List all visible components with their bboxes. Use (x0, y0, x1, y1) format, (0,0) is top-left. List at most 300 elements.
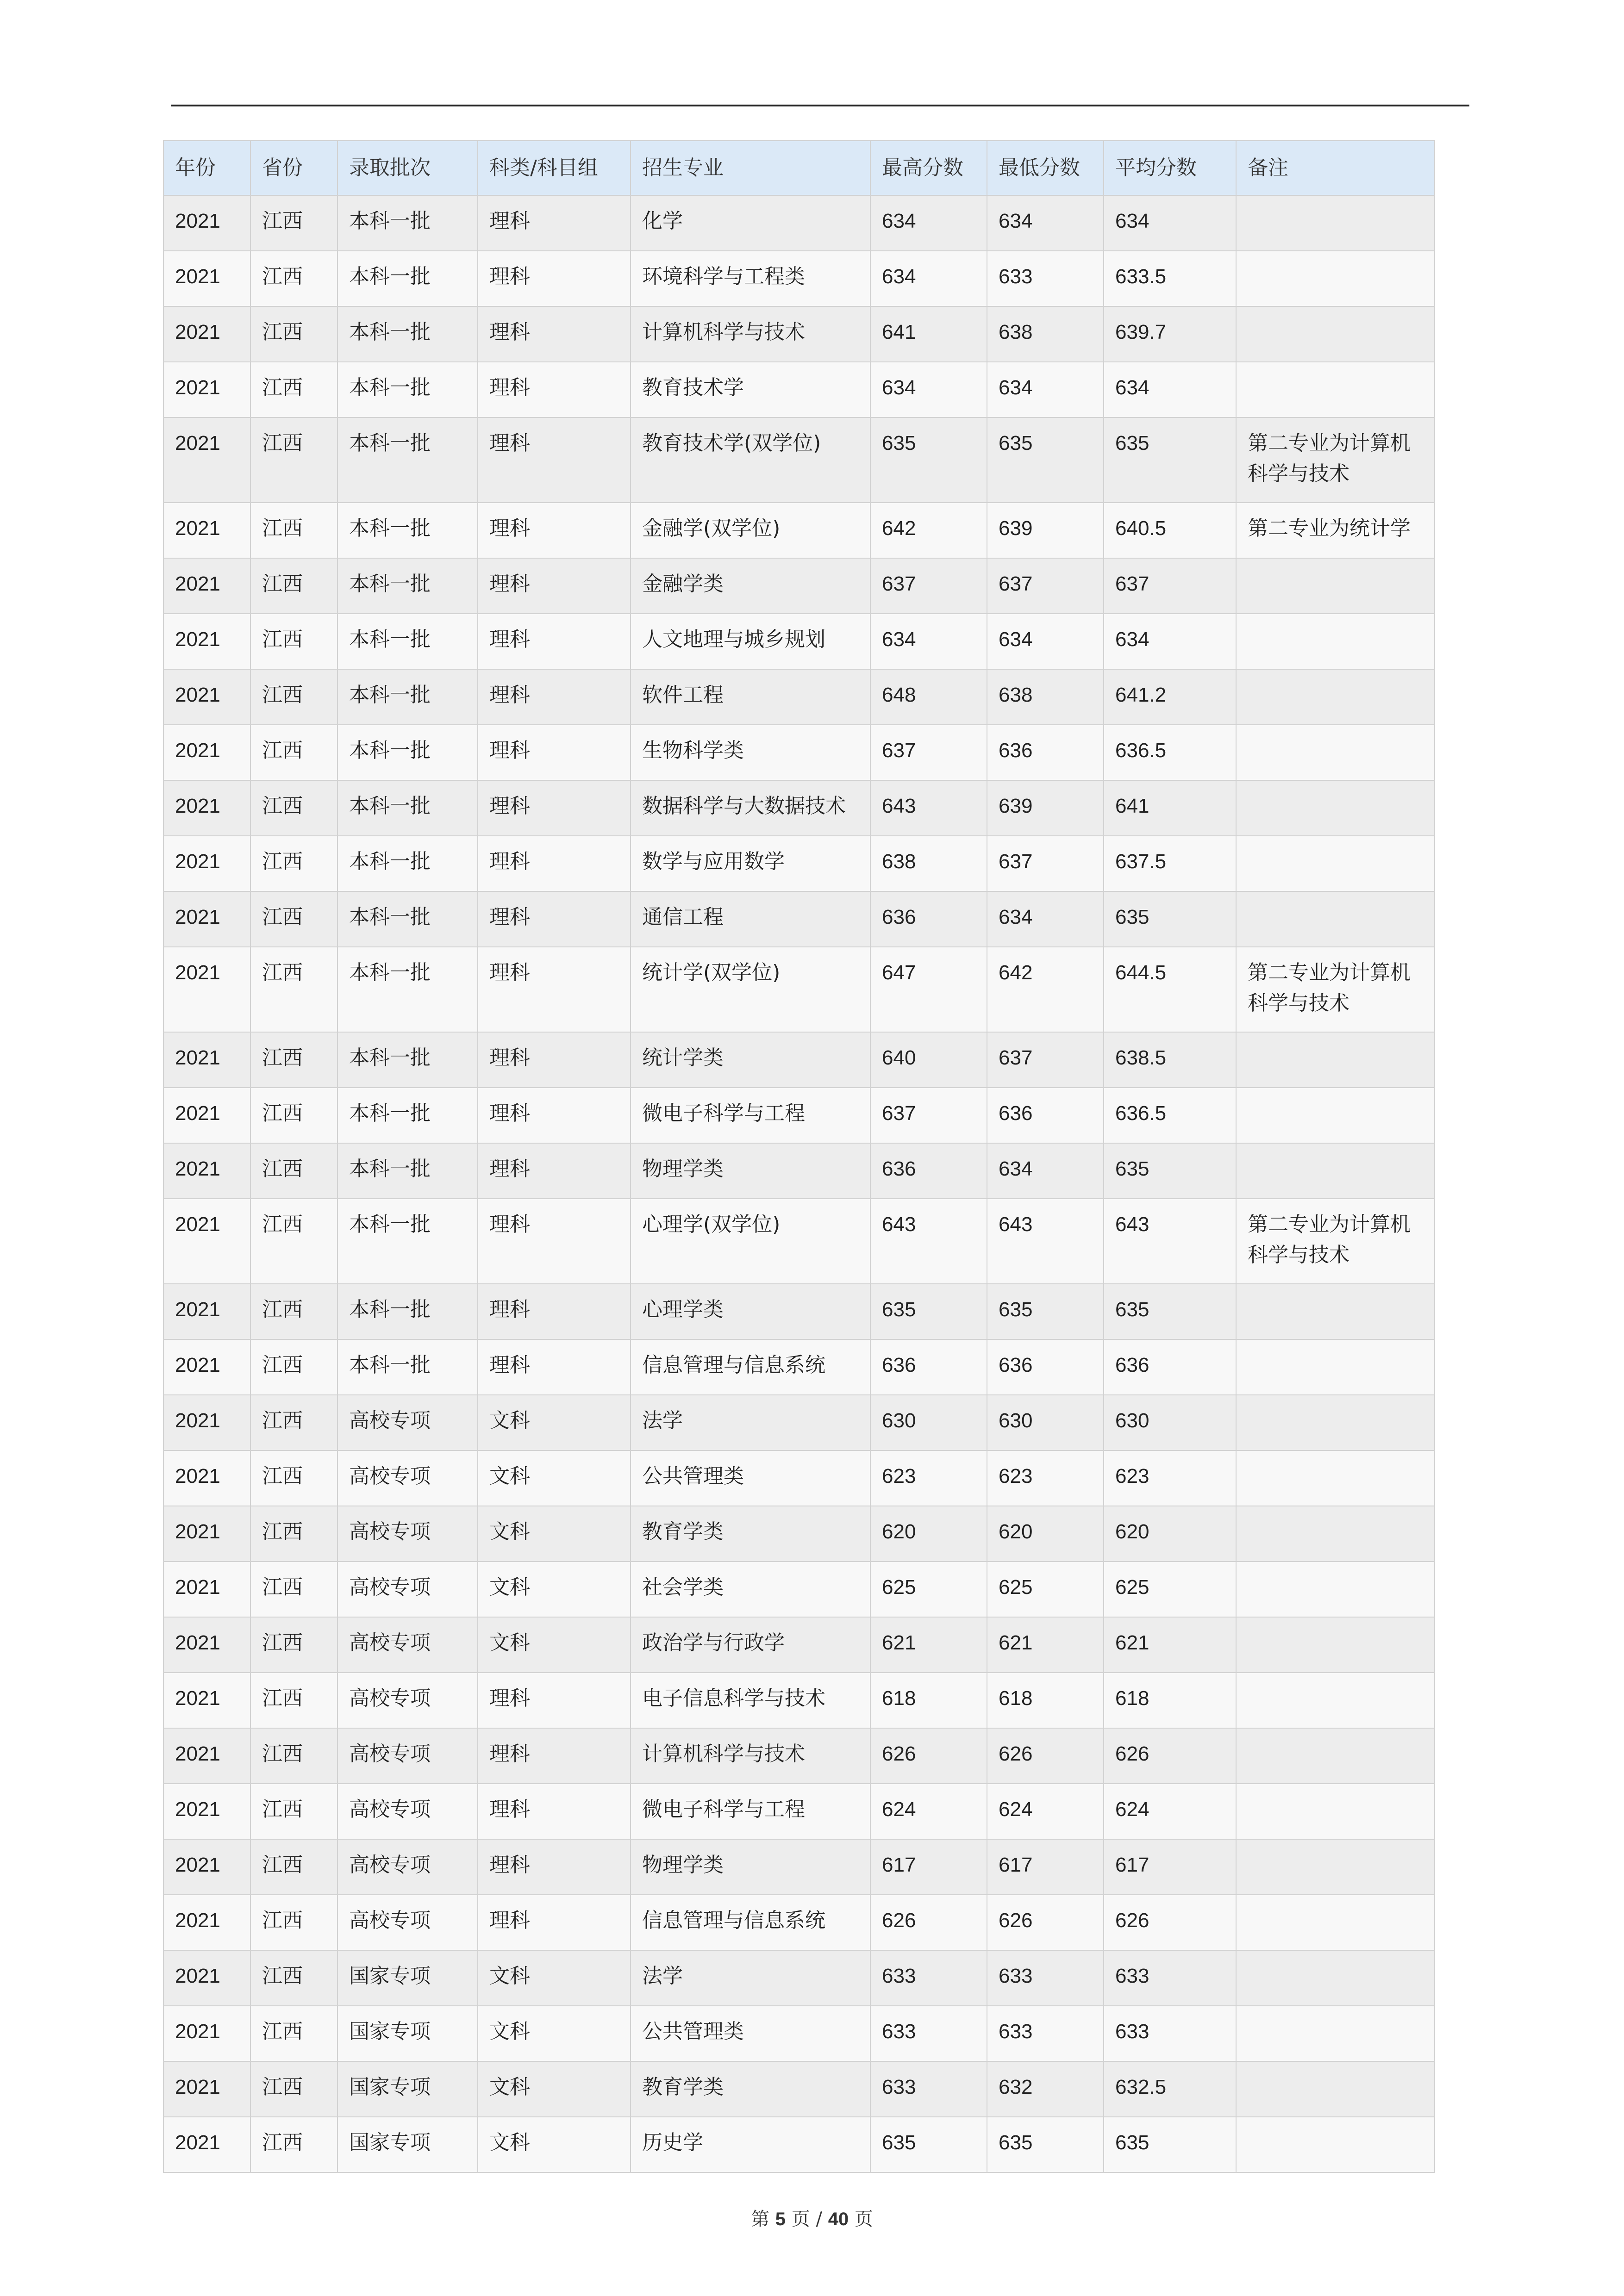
cell-remarks (1236, 2061, 1435, 2117)
cell-min-score: 623 (987, 1450, 1104, 1506)
cell-max-score: 620 (870, 1506, 987, 1562)
header-year: 年份 (163, 141, 250, 195)
cell-min-score: 634 (987, 362, 1104, 417)
footer-total-pages: 40 (828, 2209, 849, 2229)
cell-province: 江西 (250, 558, 337, 614)
cell-min-score: 634 (987, 614, 1104, 669)
cell-subject-group: 理科 (478, 1839, 631, 1895)
cell-major: 金融学(双学位) (631, 503, 870, 558)
table-header-row (163, 141, 1435, 195)
cell-max-score: 647 (870, 947, 987, 1032)
cell-avg-score: 626 (1104, 1728, 1236, 1784)
cell-subject-group: 理科 (478, 1784, 631, 1839)
table-row (163, 614, 1435, 669)
cell-min-score: 637 (987, 1032, 1104, 1088)
cell-max-score: 637 (870, 558, 987, 614)
cell-province: 江西 (250, 1506, 337, 1562)
cell-remarks (1236, 362, 1435, 417)
cell-remarks (1236, 1450, 1435, 1506)
cell-year: 2021 (163, 1784, 250, 1839)
cell-max-score: 641 (870, 306, 987, 362)
cell-province: 江西 (250, 1895, 337, 1950)
cell-major: 教育学类 (631, 2061, 870, 2117)
table-row (163, 417, 1435, 503)
cell-min-score: 634 (987, 1143, 1104, 1199)
table-row (163, 1784, 1435, 1839)
admission-scores-table (163, 140, 1435, 2173)
cell-year: 2021 (163, 362, 250, 417)
cell-subject-group: 理科 (478, 1284, 631, 1339)
cell-remarks (1236, 1562, 1435, 1617)
cell-min-score: 638 (987, 669, 1104, 725)
cell-subject-group: 理科 (478, 1728, 631, 1784)
cell-remarks (1236, 1506, 1435, 1562)
cell-avg-score: 637 (1104, 558, 1236, 614)
cell-batch: 本科一批 (337, 1088, 478, 1143)
cell-subject-group: 理科 (478, 947, 631, 1032)
table-row (163, 947, 1435, 1032)
cell-subject-group: 文科 (478, 2006, 631, 2061)
cell-max-score: 624 (870, 1784, 987, 1839)
cell-major: 教育技术学(双学位) (631, 417, 870, 503)
cell-province: 江西 (250, 417, 337, 503)
cell-province: 江西 (250, 1199, 337, 1284)
cell-subject-group: 文科 (478, 1506, 631, 1562)
cell-avg-score: 636.5 (1104, 725, 1236, 780)
cell-year: 2021 (163, 1839, 250, 1895)
cell-remarks (1236, 1617, 1435, 1673)
cell-batch: 高校专项 (337, 1562, 478, 1617)
cell-max-score: 637 (870, 725, 987, 780)
cell-max-score: 634 (870, 614, 987, 669)
cell-max-score: 618 (870, 1673, 987, 1728)
cell-remarks (1236, 2006, 1435, 2061)
cell-remarks (1236, 1339, 1435, 1395)
cell-year: 2021 (163, 2061, 250, 2117)
cell-subject-group: 理科 (478, 669, 631, 725)
cell-max-score: 643 (870, 1199, 987, 1284)
cell-max-score: 633 (870, 1950, 987, 2006)
cell-remarks: 第二专业为统计学 (1236, 503, 1435, 558)
cell-max-score: 635 (870, 417, 987, 503)
table-row (163, 362, 1435, 417)
cell-remarks (1236, 780, 1435, 836)
cell-province: 江西 (250, 669, 337, 725)
table-row (163, 306, 1435, 362)
cell-batch: 本科一批 (337, 306, 478, 362)
cell-batch: 本科一批 (337, 836, 478, 891)
cell-major: 通信工程 (631, 891, 870, 947)
cell-batch: 国家专项 (337, 2061, 478, 2117)
cell-batch: 本科一批 (337, 362, 478, 417)
cell-min-score: 617 (987, 1839, 1104, 1895)
cell-province: 江西 (250, 503, 337, 558)
header-max-score: 最高分数 (870, 141, 987, 195)
cell-major: 生物科学类 (631, 725, 870, 780)
cell-subject-group: 理科 (478, 780, 631, 836)
cell-avg-score: 623 (1104, 1450, 1236, 1506)
cell-remarks (1236, 558, 1435, 614)
cell-province: 江西 (250, 947, 337, 1032)
cell-remarks (1236, 614, 1435, 669)
cell-province: 江西 (250, 2061, 337, 2117)
cell-major: 心理学类 (631, 1284, 870, 1339)
cell-province: 江西 (250, 780, 337, 836)
cell-avg-score: 644.5 (1104, 947, 1236, 1032)
cell-remarks (1236, 1088, 1435, 1143)
cell-province: 江西 (250, 1450, 337, 1506)
cell-min-score: 633 (987, 1950, 1104, 2006)
cell-year: 2021 (163, 669, 250, 725)
cell-major: 信息管理与信息系统 (631, 1339, 870, 1395)
cell-batch: 本科一批 (337, 503, 478, 558)
cell-min-score: 621 (987, 1617, 1104, 1673)
cell-min-score: 634 (987, 195, 1104, 251)
header-remarks: 备注 (1236, 141, 1435, 195)
cell-subject-group: 文科 (478, 1562, 631, 1617)
cell-min-score: 636 (987, 725, 1104, 780)
cell-year: 2021 (163, 780, 250, 836)
cell-batch: 国家专项 (337, 1950, 478, 2006)
cell-remarks (1236, 1395, 1435, 1450)
cell-batch: 本科一批 (337, 669, 478, 725)
cell-max-score: 642 (870, 503, 987, 558)
cell-year: 2021 (163, 1032, 250, 1088)
table-row (163, 1617, 1435, 1673)
table-row (163, 1673, 1435, 1728)
cell-major: 微电子科学与工程 (631, 1088, 870, 1143)
cell-province: 江西 (250, 1032, 337, 1088)
table-row (163, 1562, 1435, 1617)
cell-min-score: 637 (987, 558, 1104, 614)
cell-year: 2021 (163, 2006, 250, 2061)
cell-subject-group: 理科 (478, 251, 631, 306)
table-row (163, 1143, 1435, 1199)
cell-avg-score: 638.5 (1104, 1032, 1236, 1088)
table-row (163, 836, 1435, 891)
cell-year: 2021 (163, 1088, 250, 1143)
cell-max-score: 635 (870, 2117, 987, 2172)
cell-province: 江西 (250, 195, 337, 251)
cell-batch: 本科一批 (337, 251, 478, 306)
cell-major: 物理学类 (631, 1839, 870, 1895)
cell-subject-group: 理科 (478, 417, 631, 503)
table-row (163, 1395, 1435, 1450)
cell-major: 信息管理与信息系统 (631, 1895, 870, 1950)
cell-min-score: 643 (987, 1199, 1104, 1284)
table-row (163, 1950, 1435, 2006)
cell-avg-score: 621 (1104, 1617, 1236, 1673)
cell-year: 2021 (163, 614, 250, 669)
cell-max-score: 625 (870, 1562, 987, 1617)
cell-year: 2021 (163, 1450, 250, 1506)
cell-avg-score: 633 (1104, 1950, 1236, 2006)
header-admission-batch: 录取批次 (337, 141, 478, 195)
cell-min-score: 638 (987, 306, 1104, 362)
cell-remarks (1236, 1673, 1435, 1728)
cell-avg-score: 633 (1104, 2006, 1236, 2061)
cell-min-score: 635 (987, 417, 1104, 503)
table-row (163, 1506, 1435, 1562)
cell-year: 2021 (163, 306, 250, 362)
cell-year: 2021 (163, 1395, 250, 1450)
table-row (163, 1895, 1435, 1950)
table-row (163, 725, 1435, 780)
cell-max-score: 648 (870, 669, 987, 725)
cell-batch: 本科一批 (337, 1339, 478, 1395)
cell-max-score: 626 (870, 1895, 987, 1950)
cell-batch: 本科一批 (337, 195, 478, 251)
cell-year: 2021 (163, 1199, 250, 1284)
cell-province: 江西 (250, 1617, 337, 1673)
cell-batch: 高校专项 (337, 1506, 478, 1562)
cell-year: 2021 (163, 1950, 250, 2006)
cell-subject-group: 文科 (478, 1617, 631, 1673)
cell-major: 计算机科学与技术 (631, 306, 870, 362)
cell-remarks (1236, 2117, 1435, 2172)
cell-avg-score: 630 (1104, 1395, 1236, 1450)
header-min-score: 最低分数 (987, 141, 1104, 195)
cell-subject-group: 理科 (478, 1032, 631, 1088)
cell-major: 金融学类 (631, 558, 870, 614)
cell-year: 2021 (163, 1339, 250, 1395)
cell-batch: 高校专项 (337, 1895, 478, 1950)
cell-year: 2021 (163, 1562, 250, 1617)
cell-remarks (1236, 725, 1435, 780)
cell-batch: 本科一批 (337, 1199, 478, 1284)
cell-min-score: 626 (987, 1728, 1104, 1784)
page-footer (0, 2204, 1624, 2231)
cell-avg-score: 635 (1104, 1284, 1236, 1339)
cell-remarks (1236, 251, 1435, 306)
cell-major: 数据科学与大数据技术 (631, 780, 870, 836)
cell-province: 江西 (250, 306, 337, 362)
table-row (163, 1088, 1435, 1143)
cell-major: 统计学(双学位) (631, 947, 870, 1032)
cell-avg-score: 635 (1104, 891, 1236, 947)
cell-min-score: 636 (987, 1088, 1104, 1143)
cell-province: 江西 (250, 836, 337, 891)
cell-subject-group: 理科 (478, 1199, 631, 1284)
cell-batch: 高校专项 (337, 1673, 478, 1728)
cell-max-score: 626 (870, 1728, 987, 1784)
cell-subject-group: 理科 (478, 1673, 631, 1728)
cell-remarks (1236, 1950, 1435, 2006)
header-subject-group: 科类/科目组 (478, 141, 631, 195)
cell-max-score: 636 (870, 1143, 987, 1199)
cell-province: 江西 (250, 1950, 337, 2006)
cell-batch: 高校专项 (337, 1728, 478, 1784)
cell-avg-score: 633.5 (1104, 251, 1236, 306)
cell-major: 微电子科学与工程 (631, 1784, 870, 1839)
cell-year: 2021 (163, 891, 250, 947)
cell-major: 计算机科学与技术 (631, 1728, 870, 1784)
cell-subject-group: 文科 (478, 2117, 631, 2172)
cell-avg-score: 635 (1104, 1143, 1236, 1199)
cell-avg-score: 636.5 (1104, 1088, 1236, 1143)
cell-avg-score: 634 (1104, 195, 1236, 251)
cell-avg-score: 634 (1104, 614, 1236, 669)
cell-remarks (1236, 306, 1435, 362)
cell-min-score: 630 (987, 1395, 1104, 1450)
cell-remarks (1236, 1728, 1435, 1784)
cell-subject-group: 理科 (478, 1895, 631, 1950)
cell-avg-score: 643 (1104, 1199, 1236, 1284)
header-province: 省份 (250, 141, 337, 195)
cell-avg-score: 634 (1104, 362, 1236, 417)
cell-year: 2021 (163, 503, 250, 558)
cell-remarks (1236, 669, 1435, 725)
cell-province: 江西 (250, 891, 337, 947)
cell-avg-score: 637.5 (1104, 836, 1236, 891)
cell-major: 公共管理类 (631, 1450, 870, 1506)
cell-batch: 本科一批 (337, 947, 478, 1032)
cell-subject-group: 理科 (478, 725, 631, 780)
cell-major: 教育技术学 (631, 362, 870, 417)
cell-year: 2021 (163, 1617, 250, 1673)
cell-province: 江西 (250, 1395, 337, 1450)
cell-avg-score: 641 (1104, 780, 1236, 836)
cell-province: 江西 (250, 1562, 337, 1617)
cell-avg-score: 635 (1104, 417, 1236, 503)
cell-subject-group: 理科 (478, 614, 631, 669)
cell-avg-score: 626 (1104, 1895, 1236, 1950)
cell-major: 统计学类 (631, 1032, 870, 1088)
cell-year: 2021 (163, 2117, 250, 2172)
cell-max-score: 637 (870, 1088, 987, 1143)
cell-avg-score: 617 (1104, 1839, 1236, 1895)
cell-province: 江西 (250, 1339, 337, 1395)
cell-min-score: 632 (987, 2061, 1104, 2117)
cell-avg-score: 624 (1104, 1784, 1236, 1839)
cell-avg-score: 641.2 (1104, 669, 1236, 725)
cell-avg-score: 620 (1104, 1506, 1236, 1562)
cell-year: 2021 (163, 195, 250, 251)
cell-province: 江西 (250, 614, 337, 669)
cell-year: 2021 (163, 836, 250, 891)
cell-min-score: 636 (987, 1339, 1104, 1395)
cell-batch: 高校专项 (337, 1617, 478, 1673)
cell-avg-score: 636 (1104, 1339, 1236, 1395)
cell-major: 公共管理类 (631, 2006, 870, 2061)
cell-major: 政治学与行政学 (631, 1617, 870, 1673)
cell-year: 2021 (163, 1728, 250, 1784)
cell-min-score: 634 (987, 891, 1104, 947)
cell-province: 江西 (250, 1284, 337, 1339)
cell-min-score: 626 (987, 1895, 1104, 1950)
cell-batch: 国家专项 (337, 2117, 478, 2172)
cell-major: 法学 (631, 1950, 870, 2006)
cell-year: 2021 (163, 1673, 250, 1728)
table-row (163, 1199, 1435, 1284)
cell-max-score: 633 (870, 2006, 987, 2061)
cell-max-score: 636 (870, 891, 987, 947)
table-row (163, 2006, 1435, 2061)
cell-year: 2021 (163, 1143, 250, 1199)
cell-max-score: 634 (870, 362, 987, 417)
cell-min-score: 639 (987, 503, 1104, 558)
cell-batch: 本科一批 (337, 1284, 478, 1339)
cell-remarks: 第二专业为计算机科学与技术 (1236, 947, 1435, 1032)
cell-batch: 本科一批 (337, 1032, 478, 1088)
table-row (163, 780, 1435, 836)
table-row (163, 251, 1435, 306)
header-rule (171, 105, 1469, 106)
cell-major: 法学 (631, 1395, 870, 1450)
cell-subject-group: 理科 (478, 558, 631, 614)
cell-batch: 本科一批 (337, 558, 478, 614)
cell-min-score: 620 (987, 1506, 1104, 1562)
cell-major: 心理学(双学位) (631, 1199, 870, 1284)
table-row (163, 1032, 1435, 1088)
cell-min-score: 633 (987, 251, 1104, 306)
header-avg-score: 平均分数 (1104, 141, 1236, 195)
cell-year: 2021 (163, 417, 250, 503)
cell-min-score: 635 (987, 1284, 1104, 1339)
cell-province: 江西 (250, 1728, 337, 1784)
table-row (163, 1839, 1435, 1895)
cell-subject-group: 文科 (478, 1395, 631, 1450)
cell-year: 2021 (163, 725, 250, 780)
table-row (163, 1728, 1435, 1784)
cell-subject-group: 理科 (478, 891, 631, 947)
cell-max-score: 634 (870, 251, 987, 306)
cell-subject-group: 理科 (478, 362, 631, 417)
cell-batch: 本科一批 (337, 1143, 478, 1199)
cell-avg-score: 640.5 (1104, 503, 1236, 558)
footer-prefix: 第 (751, 2209, 770, 2230)
cell-major: 物理学类 (631, 1143, 870, 1199)
table-row (163, 1450, 1435, 1506)
cell-subject-group: 文科 (478, 1450, 631, 1506)
cell-avg-score: 635 (1104, 2117, 1236, 2172)
footer-middle: 页 / (791, 2209, 822, 2230)
table-row (163, 558, 1435, 614)
cell-province: 江西 (250, 251, 337, 306)
cell-province: 江西 (250, 1784, 337, 1839)
cell-subject-group: 文科 (478, 1950, 631, 2006)
cell-batch: 本科一批 (337, 725, 478, 780)
table-body (163, 195, 1435, 2172)
cell-max-score: 634 (870, 195, 987, 251)
cell-batch: 高校专项 (337, 1784, 478, 1839)
cell-year: 2021 (163, 251, 250, 306)
cell-major: 化学 (631, 195, 870, 251)
cell-province: 江西 (250, 725, 337, 780)
cell-major: 教育学类 (631, 1506, 870, 1562)
cell-major: 人文地理与城乡规划 (631, 614, 870, 669)
cell-subject-group: 理科 (478, 836, 631, 891)
table-row (163, 2061, 1435, 2117)
table-row (163, 1284, 1435, 1339)
table-row (163, 1339, 1435, 1395)
cell-avg-score: 625 (1104, 1562, 1236, 1617)
footer-page-number: 5 (775, 2209, 786, 2229)
cell-remarks (1236, 1284, 1435, 1339)
cell-remarks (1236, 195, 1435, 251)
table-row (163, 2117, 1435, 2172)
cell-subject-group: 理科 (478, 1143, 631, 1199)
cell-max-score: 630 (870, 1395, 987, 1450)
cell-remarks (1236, 891, 1435, 947)
cell-batch: 高校专项 (337, 1395, 478, 1450)
cell-major: 数学与应用数学 (631, 836, 870, 891)
cell-avg-score: 632.5 (1104, 2061, 1236, 2117)
cell-subject-group: 理科 (478, 1088, 631, 1143)
cell-max-score: 623 (870, 1450, 987, 1506)
cell-province: 江西 (250, 362, 337, 417)
cell-province: 江西 (250, 2117, 337, 2172)
